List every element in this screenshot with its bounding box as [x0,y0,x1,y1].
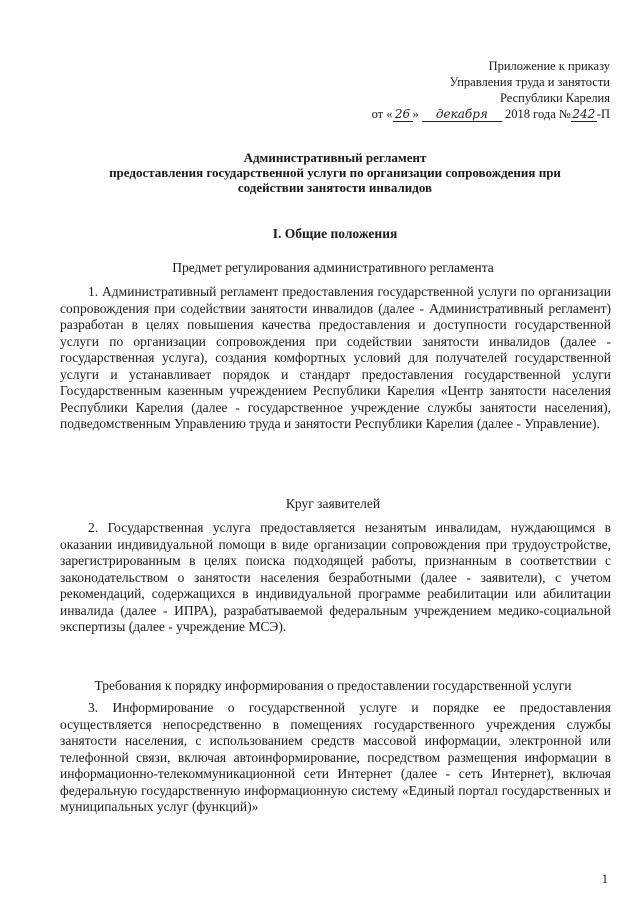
date-close: » [412,107,419,121]
subheading-subject: Предмет регулирования административного регламента [172,260,494,275]
appendix-line-2: Управления труда и занятости [449,75,610,89]
date-prefix: от « [371,107,393,121]
appendix-line-1: Приложение к приказу [488,59,610,73]
section-heading: I. Общие положения [272,226,398,241]
appendix-line-3: Республики Карелия [499,91,610,105]
order-suffix: -П [596,107,610,121]
page-number: 1 [601,872,608,886]
subheading-applicants: Круг заявителей [285,496,381,511]
appendix-note [372,58,610,122]
date-day: 26 [393,108,413,122]
document-title [60,150,610,195]
order-number: 242 [572,107,596,121]
paragraph-1: 1. Административный регламент предоставления государственной услуги по организации сопровождения при содействии занятости инвалидов (далее - Административный регламент) разработан в целях повышения качества предоставления и доступности государственной услуги по организации сопровождения при содействии занятости инвалидов (далее - государственная услуга), создания комфортных условий для получателей государственной услуги и устанавливает порядок и стандарт предоставления государственной услуги Государственным казенным учреждением Республики Карелия «Центр занятости населения Республики Карелия (далее - государственное учреждение службы занятости населения), подведомственным Управлению труда и занятости Республики Карелия (далее - Управление). [60,284,611,431]
date-month: декабря [422,108,502,122]
appendix-date-line [372,106,610,122]
subheading-informing: Требования к порядку информирования о предоставлении государственной услуги [94,678,572,693]
title-line-3: содействии занятости инвалидов [237,180,433,195]
paragraph-2: 2. Государственная услуга предоставляется незанятым инвалидам, нуждающимся в оказании индивидуальной помощи в виде организации сопровождения при трудоустройстве, зарегистрированным в целях поиска подходящей работы, признанным в соответствии с законодательством о занятости населения безработными (далее - заявители), с учетом рекомендаций, содержащихся в индивидуальной программе реабилитации или абилитации инвалида (далее - ИПРА), разрабатываемой федеральным учреждением медико-социальной экспертизы (далее - учреждение МСЭ). [60,520,611,634]
title-line-1: Административный регламент [243,150,427,165]
title-line-2: предоставления государственной услуги по организации сопровождения при [109,165,561,180]
date-year: 2018 года № [505,107,571,121]
paragraph-3: 3. Информирование о государственной услуге и порядке ее предоставления осуществляется непосредственно в помещениях государственного учреждения службы занятости населения, с использованием средств массовой информации, электронной или телефонной связи, включая автоинформирование, посредством размещения информации в информационно-телекоммуникационной сети Интернет (далее - сеть Интернет), включая федеральную государственную информационную систему «Единый портал государственных и муниципальных услуг (функций)» [60,700,611,814]
